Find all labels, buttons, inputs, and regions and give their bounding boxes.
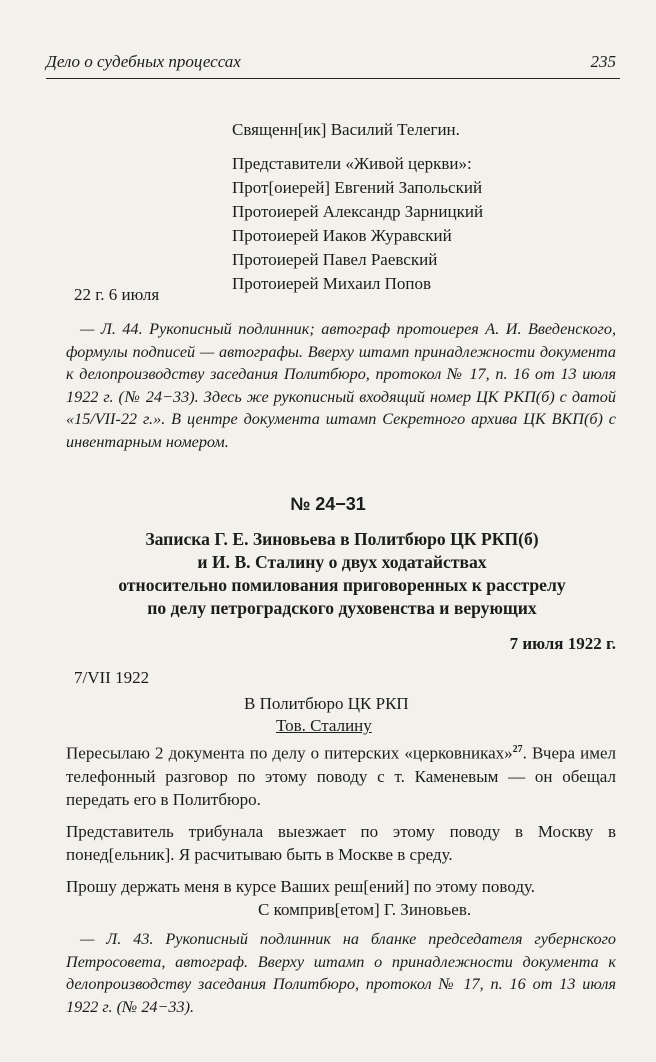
closing-signature: С комприв[етом] Г. Зиновьев. — [258, 900, 472, 919]
archival-note-1-text: — Л. 44. Рукописный подлинник; автограф протоиерея А. И. Введенского, формулы подписей — автографы. Вверху штамп принадлежности документа к делопроизводству заседания Политбюро, протокол № 17, п. 16 от 13 июля 1922 г. (№ 24−33). Здесь же рукописный входящий номер ЦК РКП(б) с датой «15/VII-22 г.». В центре документа штамп Секретного архива ЦК ВКП(б) с инвентарным номером. — [66, 320, 616, 451]
signature-priest: Священн[ик] Василий Телегин. — [232, 120, 460, 139]
paragraph-1 — [66, 738, 616, 811]
paragraph-1-start: Пересылаю 2 документа по делу о питерских «церковниках» — [66, 743, 513, 763]
signature-name: Протоиерей Александр Зарницкий — [232, 202, 484, 221]
letter-body — [66, 738, 616, 907]
paragraph-2: Представитель трибунала выезжает по этому поводу в Москву в понед[ельник]. Я расчитываю быть в Москве в среду. — [66, 821, 616, 864]
heading-line: и И. В. Сталину о двух ходатайствах — [197, 552, 487, 572]
signature-date: 22 г. 6 июля — [74, 285, 160, 304]
running-title: Дело о судебных процессах — [46, 52, 241, 71]
paragraph-1-end: . Вчера имел телефонный разговор по этому поводу с т. Каменевым — он обещал передать его в Политбюро. — [66, 743, 617, 809]
paragraph-3: Прошу держать меня в курсе Ваших реш[ений] по этому поводу. — [66, 876, 536, 896]
addressee: В Политбюро ЦК РКП — [244, 694, 409, 713]
archival-note-2 — [66, 928, 616, 1018]
signature-name: Протоиерей Михаил Попов — [232, 274, 432, 293]
archival-note-2-text: — Л. 43. Рукописный подлинник на бланке председателя губернского Петросовета, автограф. Вверху штамп о принадлежности документа к делопроизводству заседания Политбюро, протокол № 17, п. 16 от 13 июля 1922 г. (№ 24−33). — [66, 930, 616, 1016]
addressee-stalin: Тов. Сталину — [276, 716, 372, 735]
heading-line: по делу петроградского духовенства и верующих — [147, 598, 537, 618]
signature-group-label: Представители «Живой церкви»: — [232, 154, 472, 173]
signature-name: Протоиерей Павел Раевский — [232, 250, 438, 269]
document-heading — [66, 528, 618, 620]
heading-line: относительно помилования приговоренных к расстрелу — [118, 575, 566, 595]
document-date: 7 июля 1922 г. — [509, 634, 616, 653]
page-number: 235 — [590, 52, 616, 71]
archival-note-1 — [66, 318, 616, 454]
heading-line: Записка Г. Е. Зиновьева в Политбюро ЦК РКП(б) — [145, 529, 539, 549]
footnote-mark: 27 — [512, 744, 523, 755]
document-number: № 24−31 — [290, 494, 366, 514]
signature-name: Прот[оиерей] Евгений Запольский — [232, 178, 483, 197]
running-header — [46, 50, 620, 79]
local-date: 7/VII 1922 — [74, 668, 150, 687]
signature-name: Протоиерей Иаков Журавский — [232, 226, 452, 245]
